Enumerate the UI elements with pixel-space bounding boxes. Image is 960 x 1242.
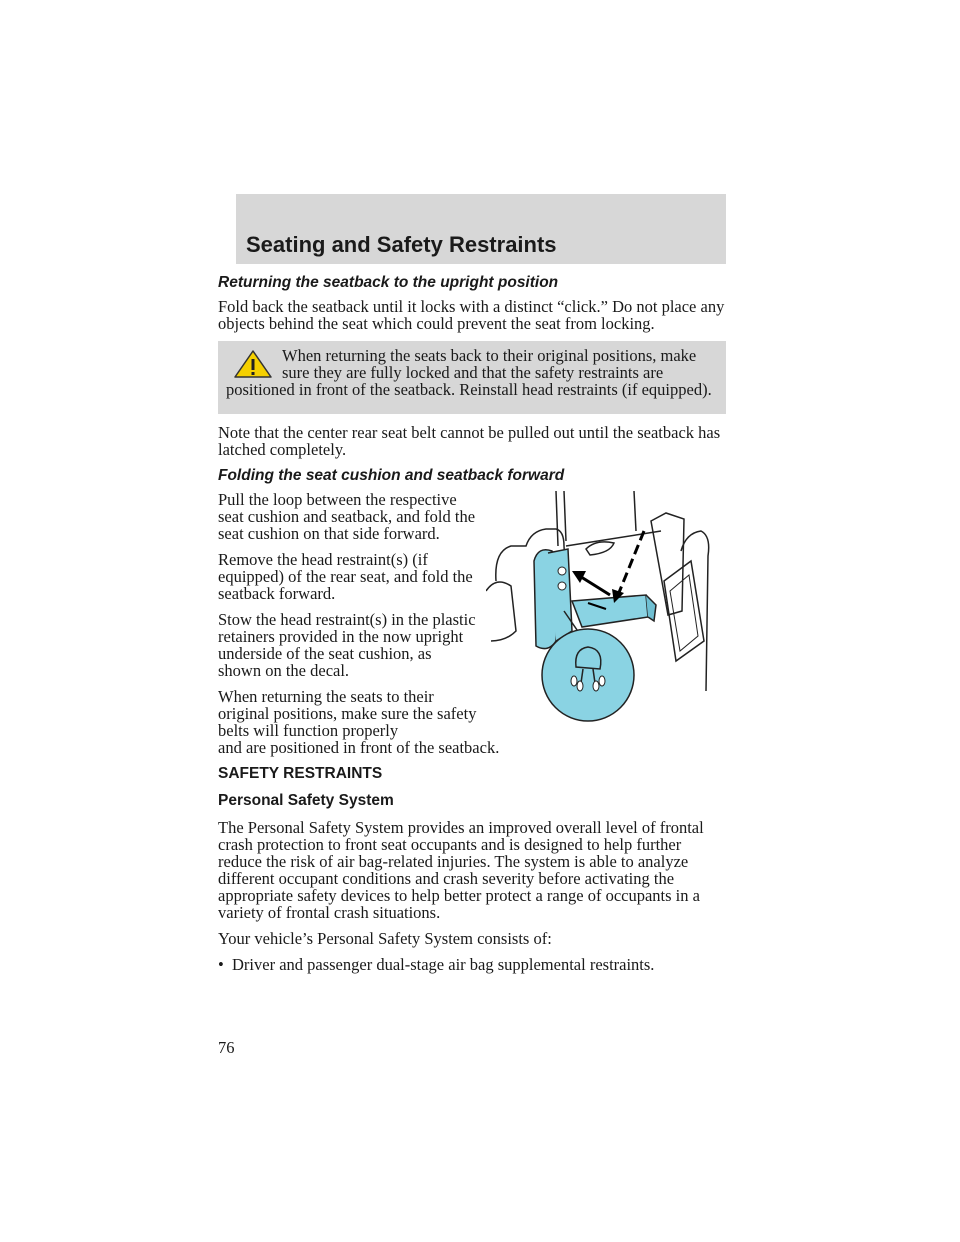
personal-safety-body: The Personal Safety System provides an improved overall level of frontal crash protection to front seat occupants and is designed to help further reduce the risk of air bag-related injuries. The system is able to analyze different occupant conditions and crash severity before activating the appropriate safety devices to help better protect a range of occupants in a variety of frontal crash situations. <box>218 818 704 922</box>
safety-restraints-heading: SAFETY RESTRAINTS <box>218 765 383 782</box>
section-title: Seating and Safety Restraints <box>246 232 557 257</box>
folding-paragraph-1: Pull the loop between the respective seat cushion and seatback, and fold the seat cushion on that side forward. <box>218 490 476 543</box>
folding-paragraph-4-head: When returning the seats to their original positions, make sure the safety belts will function properly <box>218 687 477 740</box>
warning-triangle-icon <box>232 349 274 379</box>
personal-safety-heading: Personal Safety System <box>218 792 394 809</box>
returning-heading: Returning the seatback to the upright position <box>218 274 559 291</box>
personal-safety-intro: Your vehicle’s Personal Safety System consists of: <box>218 929 552 948</box>
list-item-text: Driver and passenger dual-stage air bag supplemental restraints. <box>232 955 655 974</box>
bullet-icon: • <box>218 955 224 974</box>
page-content <box>218 274 726 982</box>
returning-note: Note that the center rear seat belt cannot be pulled out until the seatback has latched completely. <box>218 423 721 459</box>
seat-folding-illustration <box>486 491 726 725</box>
section-header-band <box>236 194 726 264</box>
list-item <box>218 956 726 973</box>
folding-paragraph-4-tail: and are positioned in front of the seatback. <box>218 738 500 757</box>
folding-heading: Folding the seat cushion and seatback forward <box>218 467 565 484</box>
page-number: 76 <box>218 1038 235 1057</box>
folding-paragraph-3: Stow the head restraint(s) in the plastic retainers provided in the now upright underside of the seat cushion, as shown on the decal. <box>218 610 476 680</box>
warning-text: When returning the seats back to their original positions, make sure they are fully locked and that the safety restraints are positioned in front of the seatback. Reinstall head restraints (if equipped). <box>226 346 712 399</box>
warning-box <box>218 341 726 414</box>
personal-safety-list <box>218 956 726 973</box>
returning-body: Fold back the seatback until it locks with a distinct “click.” Do not place any objects behind the seat which could prevent the seat from locking. <box>218 297 725 333</box>
folding-section <box>218 491 726 756</box>
folding-paragraph-2: Remove the head restraint(s) (if equipped) of the rear seat, and fold the seatback forward. <box>218 550 473 603</box>
